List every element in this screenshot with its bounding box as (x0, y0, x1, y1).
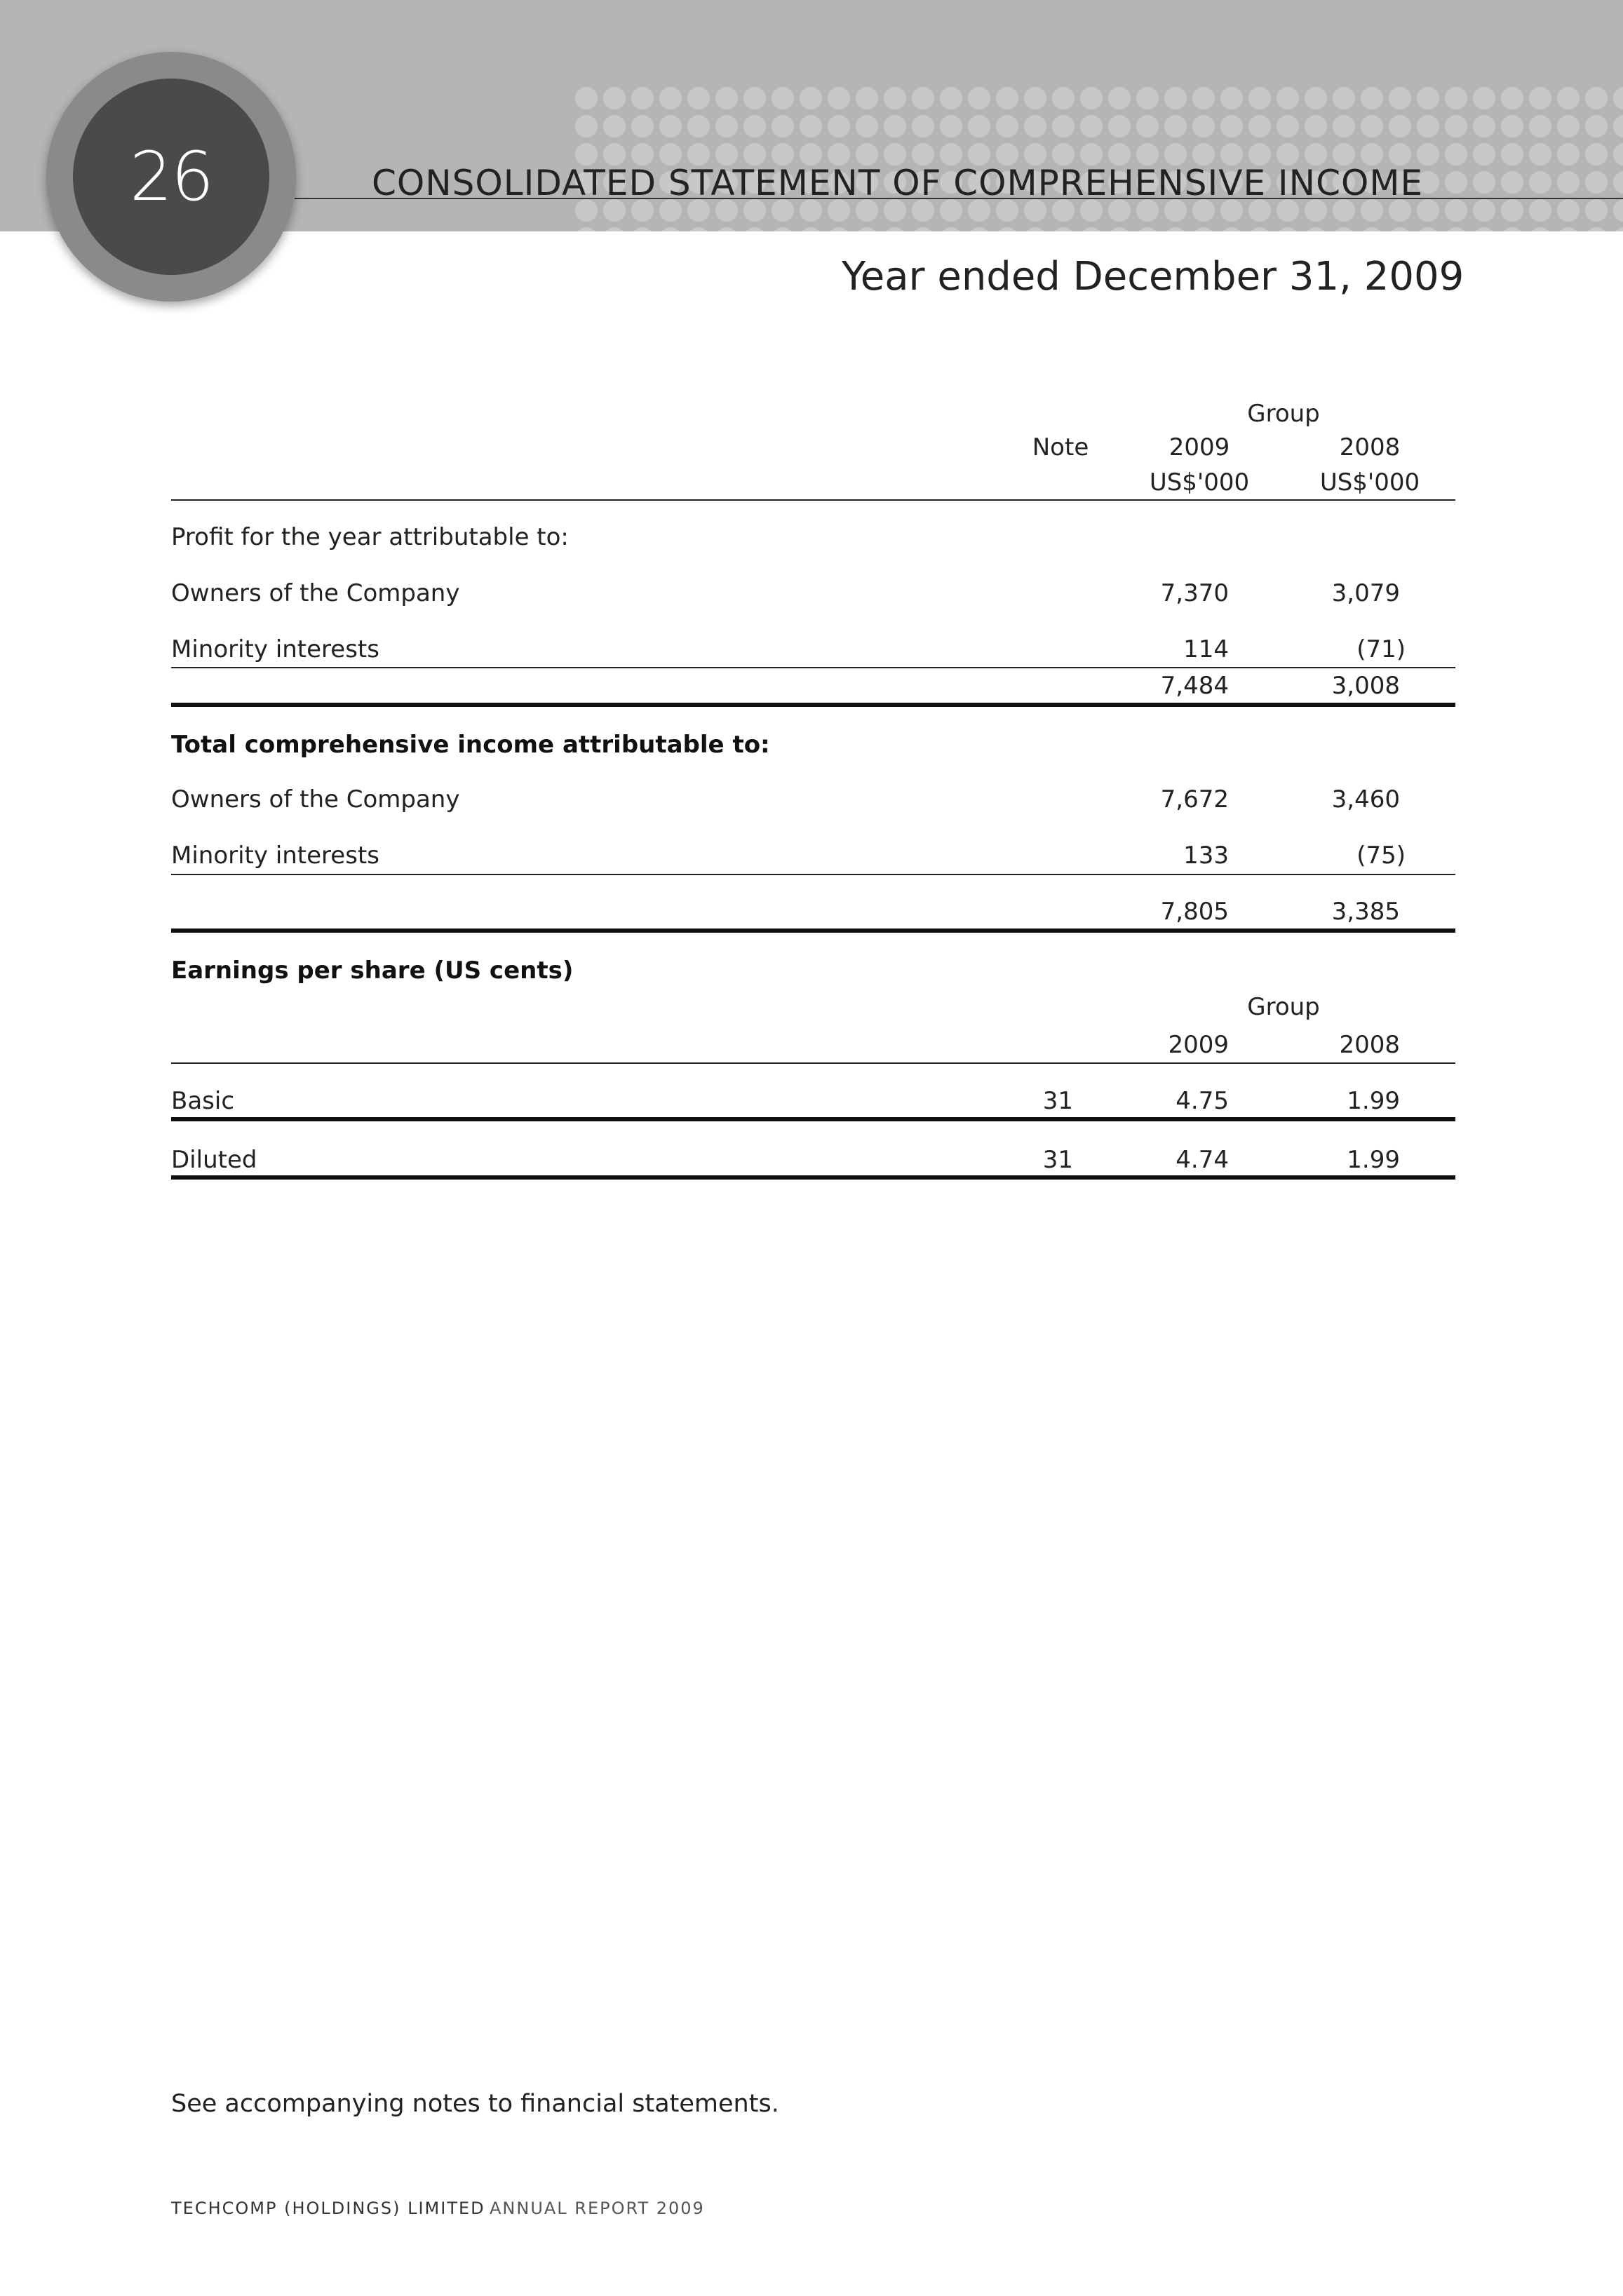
eps-row-value-2008: 1.99 (1347, 1087, 1400, 1115)
decor-dot (1585, 115, 1608, 137)
decor-dot (1024, 87, 1046, 109)
footer-report: ANNUAL REPORT 2009 (490, 2199, 705, 2218)
decor-dot (1613, 87, 1623, 109)
decor-dot (1248, 227, 1271, 231)
decor-dot (575, 227, 598, 231)
row-label-minority: Minority interests (171, 635, 379, 663)
decor-dot (659, 115, 682, 137)
eps-row-label-basic: Basic (171, 1087, 235, 1115)
decor-dot (575, 87, 598, 109)
page-number-badge-inner (73, 79, 269, 275)
decor-dot (1585, 199, 1608, 222)
decor-dot (659, 227, 682, 231)
decor-dot (856, 115, 878, 137)
decor-dot (884, 87, 906, 109)
decor-dot (912, 87, 934, 109)
decor-dot (1557, 143, 1580, 166)
note-header: Note (1032, 433, 1089, 461)
total-value-2008: 3,008 (1331, 672, 1400, 700)
section-title-comprehensive: Total comprehensive income attributable to: (171, 731, 770, 759)
decor-dot (1529, 143, 1551, 166)
decor-dot (1192, 227, 1215, 231)
decor-dot (1052, 87, 1075, 109)
row-value-2009: 7,672 (1160, 785, 1229, 813)
decor-dot (1557, 227, 1580, 231)
decor-dot (1473, 199, 1495, 222)
decor-dot (1501, 199, 1523, 222)
decor-dot (940, 87, 962, 109)
unit-2008-header: US$'000 (1319, 468, 1420, 497)
decor-dot (1361, 227, 1383, 231)
decor-dot (687, 227, 710, 231)
decor-dot (1164, 115, 1187, 137)
decor-dot (1445, 115, 1467, 137)
decor-dot (1417, 115, 1439, 137)
decor-dot (940, 227, 962, 231)
decor-dot (631, 227, 654, 231)
decor-dot (1136, 227, 1159, 231)
row-label-owners: Owners of the Company (171, 785, 460, 813)
row-label-minority: Minority interests (171, 842, 379, 870)
decor-dot (1557, 115, 1580, 137)
eps-row-note: 31 (1042, 1087, 1073, 1115)
decor-dot (715, 87, 738, 109)
decor-dot (1557, 87, 1580, 109)
decor-dot (687, 115, 710, 137)
total-rule (171, 703, 1455, 707)
decor-dot (1108, 115, 1131, 137)
decor-dot (1108, 87, 1131, 109)
decor-dot (1473, 227, 1495, 231)
decor-dot (1361, 115, 1383, 137)
decor-dot (1613, 115, 1623, 137)
decor-dot (1333, 115, 1355, 137)
decor-dot (884, 115, 906, 137)
decor-dot (772, 227, 794, 231)
decor-dot (1529, 171, 1551, 194)
decor-dot (772, 87, 794, 109)
decor-dot (1529, 115, 1551, 137)
decor-dot (1445, 87, 1467, 109)
decor-dot (772, 115, 794, 137)
decor-dot (1080, 227, 1103, 231)
decor-dot (996, 227, 1018, 231)
decor-dot (828, 115, 850, 137)
decor-dot (631, 87, 654, 109)
decor-dot (1277, 115, 1299, 137)
decor-dot (1108, 227, 1131, 231)
decor-dot (1248, 87, 1271, 109)
decor-dot (968, 227, 990, 231)
decor-dot (800, 87, 822, 109)
decor-dot (884, 227, 906, 231)
decor-dot (828, 227, 850, 231)
decor-dot (1585, 171, 1608, 194)
decor-dot (1473, 87, 1495, 109)
decor-dot (1192, 87, 1215, 109)
row-value-2009: 7,370 (1160, 579, 1229, 607)
total-value-2009: 7,484 (1160, 672, 1229, 700)
row-value-2008: (75) (1356, 842, 1406, 870)
decor-dot (1333, 227, 1355, 231)
eps-row-note: 31 (1042, 1146, 1073, 1174)
decor-dot (1529, 227, 1551, 231)
decor-dot (1473, 115, 1495, 137)
decor-dot (1136, 87, 1159, 109)
row-value-2008: 3,460 (1331, 785, 1400, 813)
decor-dot (1445, 171, 1467, 194)
decor-dot (1024, 115, 1046, 137)
decor-dot (1389, 227, 1411, 231)
decor-dot (1052, 115, 1075, 137)
eps-row-value-2008: 1.99 (1347, 1146, 1400, 1174)
decor-dot (687, 87, 710, 109)
decor-dot (1220, 87, 1243, 109)
decor-dot (996, 115, 1018, 137)
decor-dot (743, 87, 766, 109)
decor-dot (1501, 171, 1523, 194)
decor-dot (1585, 87, 1608, 109)
decor-dot (1501, 143, 1523, 166)
decor-dot (1333, 87, 1355, 109)
decor-dot (1613, 227, 1623, 231)
decor-dot (1501, 87, 1523, 109)
decor-dot (1445, 143, 1467, 166)
page-number-badge (46, 52, 296, 302)
decor-dot (1501, 227, 1523, 231)
decor-dot (1136, 115, 1159, 137)
decor-dot (1361, 87, 1383, 109)
decor-dot (912, 115, 934, 137)
year-2008-header: 2008 (1339, 433, 1401, 461)
year-2009-header: 2009 (1169, 433, 1230, 461)
eps-year-2008-header: 2008 (1339, 1031, 1400, 1059)
decor-dot (1248, 115, 1271, 137)
decor-dot (743, 227, 766, 231)
eps-title: Earnings per share (US cents) (171, 957, 574, 985)
decor-dot (1220, 227, 1243, 231)
page-subtitle: Year ended December 31, 2009 (842, 254, 1464, 299)
decor-dot (1473, 171, 1495, 194)
subtotal-rule (171, 874, 1455, 875)
header-rule (171, 499, 1455, 501)
decor-dot (1164, 87, 1187, 109)
eps-row-value-2009: 4.74 (1176, 1146, 1229, 1174)
dot-pattern-decoration (575, 86, 1623, 231)
decor-dot (968, 115, 990, 137)
decor-dot (1445, 199, 1467, 222)
decor-dot (1613, 171, 1623, 194)
decor-dot (800, 227, 822, 231)
decor-dot (1389, 115, 1411, 137)
decor-dot (603, 115, 626, 137)
decor-dot (800, 115, 822, 137)
decor-dot (631, 115, 654, 137)
decor-dot (856, 227, 878, 231)
decor-dot (1585, 227, 1608, 231)
decor-dot (603, 227, 626, 231)
decor-dot (1389, 87, 1411, 109)
unit-2009-header: US$'000 (1149, 468, 1250, 497)
page-number: 26 (129, 137, 213, 216)
decor-dot (575, 115, 598, 137)
group-header: Group (1247, 400, 1320, 428)
decor-dot (1473, 143, 1495, 166)
footnote: See accompanying notes to financial statements. (171, 2090, 779, 2118)
decor-dot (1613, 199, 1623, 222)
decor-dot (715, 227, 738, 231)
row-value-2009: 114 (1183, 635, 1229, 663)
decor-dot (1024, 227, 1046, 231)
eps-row-rule (171, 1175, 1455, 1180)
row-label-owners: Owners of the Company (171, 579, 460, 607)
decor-dot (743, 115, 766, 137)
decor-dot (1305, 227, 1327, 231)
decor-dot (1529, 87, 1551, 109)
decor-dot (912, 227, 934, 231)
decor-dot (1557, 199, 1580, 222)
eps-row-label-diluted: Diluted (171, 1146, 257, 1174)
total-value-2009: 7,805 (1160, 898, 1229, 926)
decor-dot (1164, 227, 1187, 231)
decor-dot (1080, 115, 1103, 137)
decor-dot (659, 87, 682, 109)
decor-dot (1585, 143, 1608, 166)
decor-dot (1080, 87, 1103, 109)
decor-dot (1557, 171, 1580, 194)
decor-dot (1305, 115, 1327, 137)
decor-dot (715, 115, 738, 137)
decor-dot (1613, 143, 1623, 166)
decor-dot (1277, 87, 1299, 109)
decor-dot (968, 87, 990, 109)
eps-header-rule (171, 1062, 1455, 1064)
total-rule (171, 928, 1455, 933)
decor-dot (1277, 227, 1299, 231)
eps-year-2009-header: 2009 (1168, 1031, 1229, 1059)
row-value-2008: 3,079 (1331, 579, 1400, 607)
decor-dot (1220, 115, 1243, 137)
footer-company: TECHCOMP (HOLDINGS) LIMITED (171, 2199, 485, 2218)
decor-dot (856, 87, 878, 109)
decor-dot (940, 115, 962, 137)
decor-dot (996, 87, 1018, 109)
decor-dot (1445, 227, 1467, 231)
row-value-2009: 133 (1183, 842, 1229, 870)
eps-group-header: Group (1247, 993, 1320, 1021)
subtotal-rule (171, 667, 1455, 668)
decor-dot (1417, 87, 1439, 109)
decor-dot (1052, 227, 1075, 231)
total-value-2008: 3,385 (1331, 898, 1400, 926)
section-title-profit: Profit for the year attributable to: (171, 523, 569, 551)
decor-dot (1192, 115, 1215, 137)
decor-dot (1501, 115, 1523, 137)
page-title: CONSOLIDATED STATEMENT OF COMPREHENSIVE INCOME (372, 163, 1424, 203)
decor-dot (1417, 227, 1439, 231)
decor-dot (603, 87, 626, 109)
decor-dot (1305, 87, 1327, 109)
decor-dot (828, 87, 850, 109)
row-value-2008: (71) (1356, 635, 1406, 663)
decor-dot (1529, 199, 1551, 222)
eps-row-value-2009: 4.75 (1176, 1087, 1229, 1115)
eps-row-rule (171, 1117, 1455, 1121)
